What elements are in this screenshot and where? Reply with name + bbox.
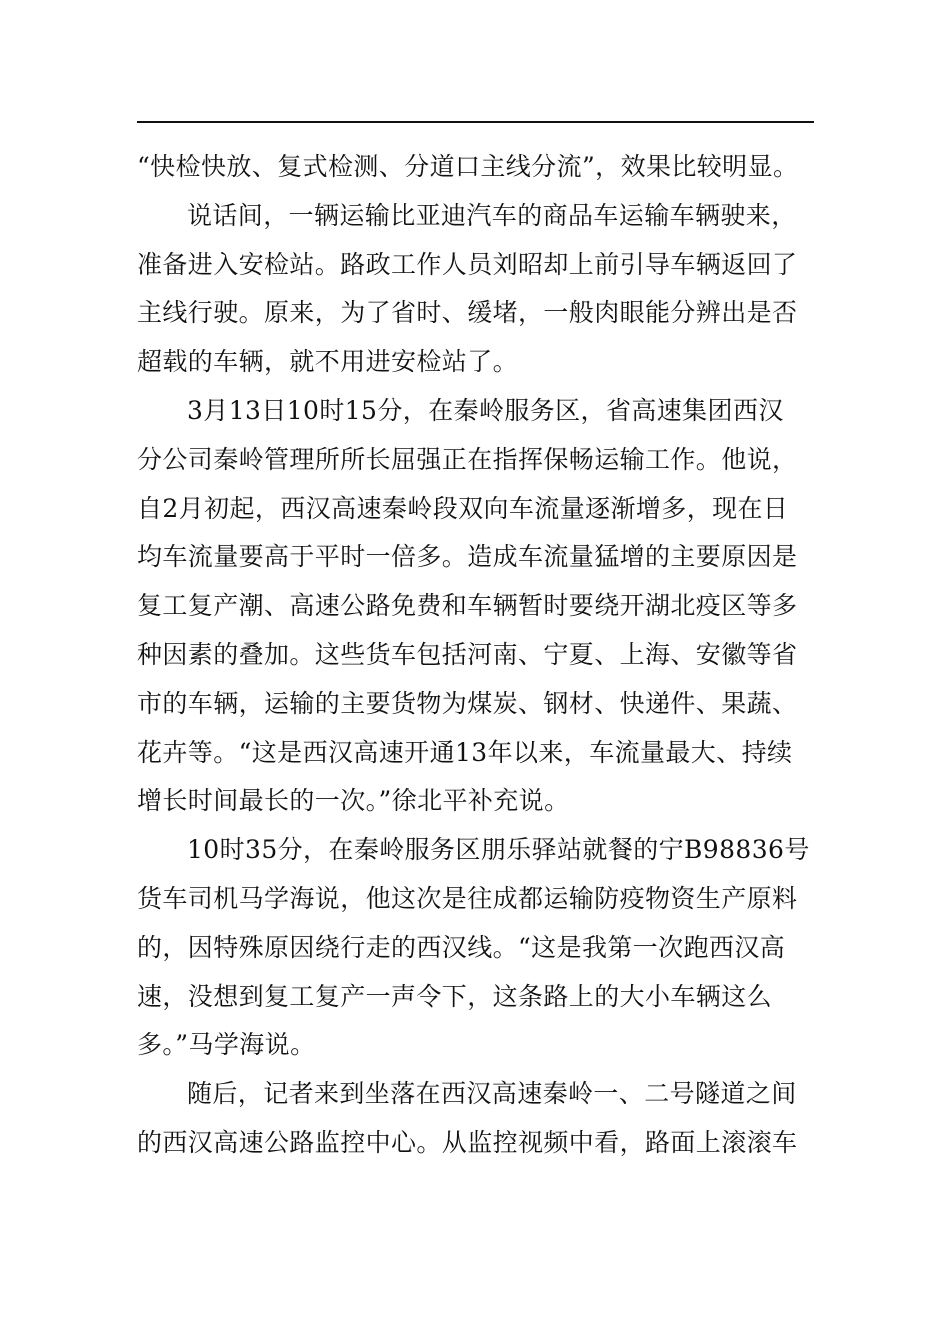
text-line: 的西汉高速公路监控中心。从监控视频中看，路面上滚滚车 <box>137 1127 798 1157</box>
text-line: 复工复产潮、高速公路免费和车辆暂时要绕开湖北疫区等多 <box>137 591 798 621</box>
text-line: 主线行驶。原来，为了省时、缓堵，一般肉眼能分辨出是否 <box>137 298 798 328</box>
body-text <box>137 143 814 1168</box>
text-line: 随后，记者来到坐落在西汉高速秦岭一、二号隧道之间 <box>187 1079 797 1109</box>
text-line: 多。”马学海说。 <box>137 1030 316 1060</box>
text-line: 货车司机马学海说，他这次是往成都运输防疫物资生产原料 <box>137 883 798 913</box>
text-line: 说话间，一辆运输比亚迪汽车的商品车运输车辆驶来， <box>187 200 797 230</box>
text-line: 3月13日10时15分，在秦岭服务区，省高速集团西汉 <box>187 395 784 425</box>
text-line: 准备进入安检站。路政工作人员刘昭却上前引导车辆返回了 <box>137 249 798 279</box>
text-line: 超载的车辆，就不用进安检站了。 <box>137 347 519 377</box>
text-line: 的，因特殊原因绕行走的西汉线。“这是我第一次跑西汉高 <box>137 932 786 962</box>
text-line: “快检快放、复式检测、分道口主线分流”，效果比较明显。 <box>137 152 799 181</box>
text-line: 种因素的叠加。这些货车包括河南、宁夏、上海、安徽等省 <box>137 639 798 669</box>
text-line: 增长时间最长的一次。”徐北平补充说。 <box>137 786 570 816</box>
text-line: 市的车辆，运输的主要货物为煤炭、钢材、快递件、果蔬、 <box>137 688 798 718</box>
text-line: 自2月初起，西汉高速秦岭段双向车流量逐渐增多，现在日 <box>137 493 789 523</box>
text-line: 均车流量要高于平时一倍多。造成车流量猛增的主要原因是 <box>137 542 798 572</box>
text-line: 花卉等。“这是西汉高速开通13年以来，车流量最大、持续 <box>137 737 793 767</box>
text-line: 分公司秦岭管理所所长屈强正在指挥保畅运输工作。他说， <box>137 444 798 474</box>
header-rule <box>137 121 814 123</box>
text-line: 速，没想到复工复产一声令下，这条路上的大小车辆这么 <box>137 981 773 1011</box>
text-line: 10时35分，在秦岭服务区朋乐驿站就餐的宁B98836号 <box>187 835 810 865</box>
